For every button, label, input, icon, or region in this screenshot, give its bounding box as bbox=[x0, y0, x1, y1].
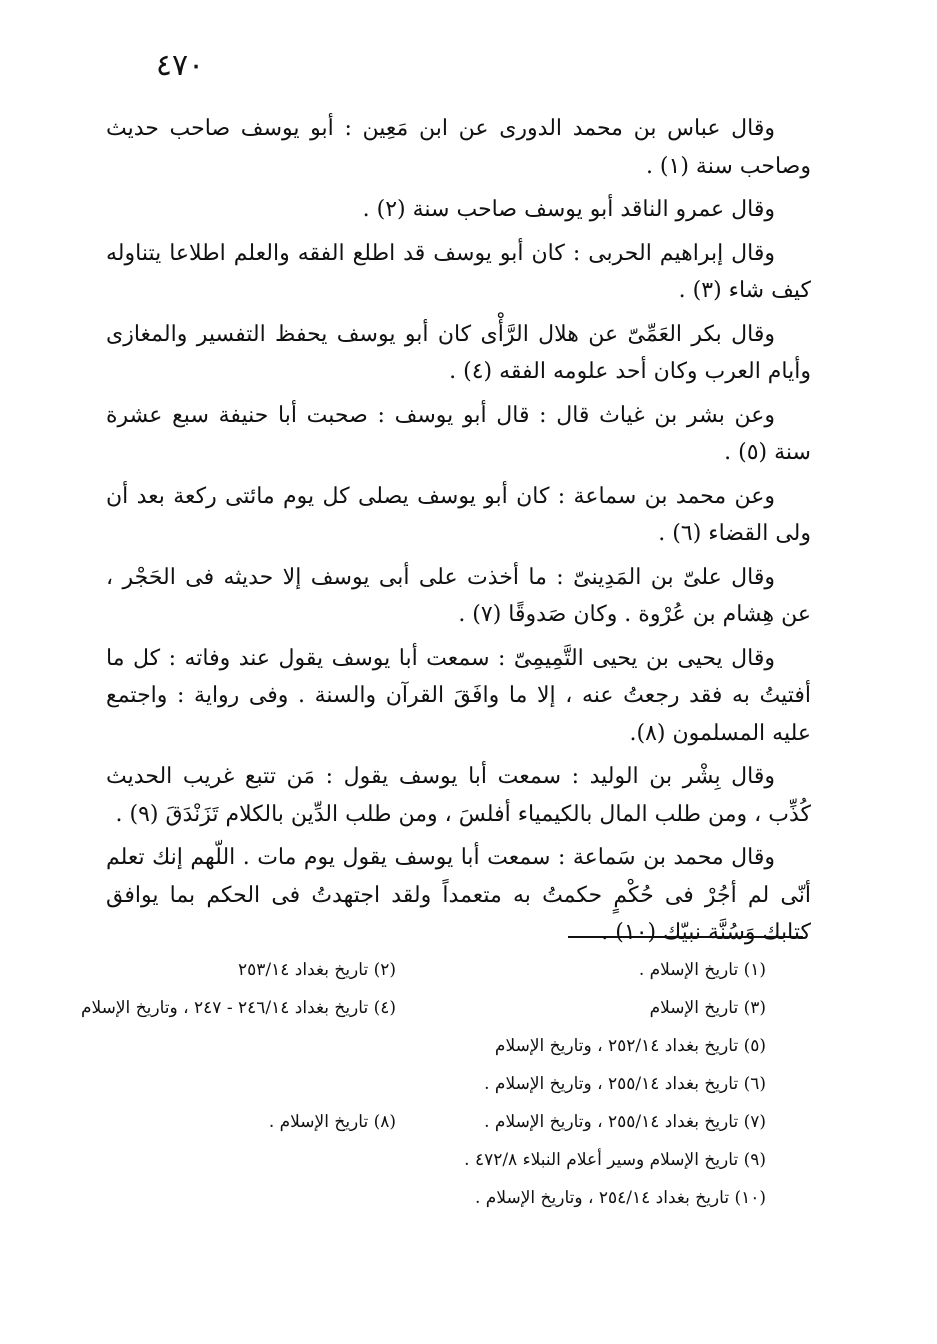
footnote-9: (٩) تاريخ الإسلام وسير أعلام النبلاء ٤٧٢/٨ . bbox=[464, 1150, 766, 1170]
footnote-row bbox=[106, 1028, 806, 1066]
paragraph: وقال محمد بن سَماعة : سمعت أبا يوسف يقول يوم مات . اللّهم إنك تعلم أنّى لم أجُرْ فى حُكْمٍ حكمتُ به متعمداً ولقد اجتهدتُ فى الحكم بما يوافق كتابك وَسُنَّة نبيّك (١٠) . bbox=[106, 845, 811, 945]
footnote-1: (١) تاريخ الإسلام . bbox=[638, 960, 766, 980]
footnote-row bbox=[106, 1180, 806, 1218]
paragraph: وقال إبراهيم الحربى : كان أبو يوسف قد اطلع الفقه والعلم اطلاعا يتناوله كيف شاء (٣) . bbox=[106, 240, 811, 303]
footnote-row bbox=[106, 1104, 806, 1142]
footnote-separator bbox=[568, 936, 803, 938]
paragraph: وعن محمد بن سماعة : كان أبو يوسف يصلى كل يوم مائتى ركعة بعد أن ولى القضاء (٦) . bbox=[106, 483, 811, 546]
footnote-5: (٥) تاريخ بغداد ٢٥٢/١٤ ، وتاريخ الإسلام bbox=[494, 1036, 766, 1056]
footnote-row bbox=[106, 952, 806, 990]
paragraph: وعن بشر بن غياث قال : قال أبو يوسف : صحبت أبا حنيفة سبع عشرة سنة (٥) . bbox=[106, 402, 811, 465]
footnote-3: (٣) تاريخ الإسلام bbox=[649, 998, 766, 1018]
footnote-row bbox=[106, 1066, 806, 1104]
paragraph: وقال علىّ بن المَدِينىّ : ما أخذت على أبى يوسف إلا حديثه فى الحَجْر ، عن هِشام بن عُرْوة . وكان صَدوقًا (٧) . bbox=[106, 564, 811, 627]
footnote-8: (٨) تاريخ الإسلام . bbox=[268, 1112, 396, 1132]
page-number: ٤٧٠ bbox=[155, 48, 205, 83]
footnote-7: (٧) تاريخ بغداد ٢٥٥/١٤ ، وتاريخ الإسلام . bbox=[484, 1112, 766, 1132]
footnotes bbox=[80, 952, 806, 1218]
paragraph: وقال يحيى بن يحيى التَّمِيمِىّ : سمعت أبا يوسف يقول عند وفاته : كل ما أفتيتُ به فقد رجعتُ عنه ، إلا ما وافَقَ القرآن والسنة . وفى رواية : واجتمع عليه المسلمون (٨). bbox=[106, 645, 811, 746]
footnote-6: (٦) تاريخ بغداد ٢٥٥/١٤ ، وتاريخ الإسلام . bbox=[484, 1074, 766, 1094]
main-text bbox=[106, 110, 811, 958]
paragraph: وقال عمرو الناقد أبو يوسف صاحب سنة (٢) . bbox=[362, 197, 775, 222]
footnote-4: (٤) تاريخ بغداد ٢٤٦/١٤ - ٢٤٧ ، وتاريخ الإسلام bbox=[80, 998, 396, 1018]
footnote-row bbox=[80, 990, 806, 1028]
footnote-row bbox=[106, 1142, 806, 1180]
footnote-10: (١٠) تاريخ بغداد ٢٥٤/١٤ ، وتاريخ الإسلام . bbox=[475, 1188, 766, 1208]
paragraph: وقال عباس بن محمد الدورى عن ابن مَعِين : أبو يوسف صاحب حديث وصاحب سنة (١) . bbox=[106, 116, 811, 179]
footnote-2: (٢) تاريخ بغداد ٢٥٣/١٤ bbox=[238, 960, 396, 980]
paragraph: وقال بِشْر بن الوليد : سمعت أبا يوسف يقول : مَن تتبع غريب الحديث كُذِّب ، ومن طلب المال بالكيمياء أفلسَ ، ومن طلب الدِّين بالكلام تَزَنْدَقَ (٩) . bbox=[106, 764, 811, 827]
paragraph: وقال بكر العَمِّىّ عن هلال الرَّأْى كان أبو يوسف يحفظ التفسير والمغازى وأيام العرب وكان أحد علومه الفقه (٤) . bbox=[106, 321, 811, 384]
